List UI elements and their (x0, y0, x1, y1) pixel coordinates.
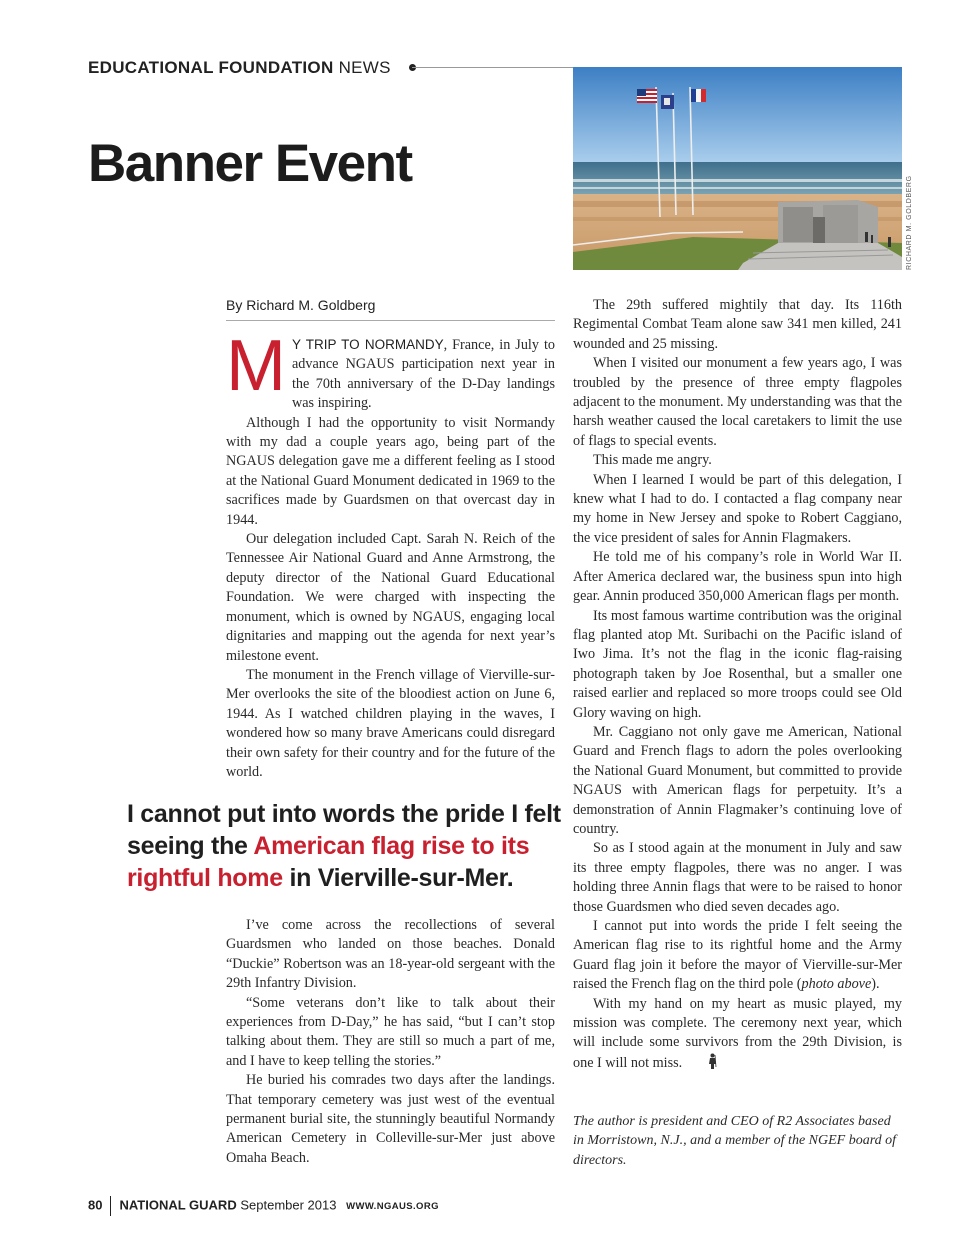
pull-quote-part2: in Vierville-sur-Mer. (282, 864, 514, 892)
article-paragraph: When I visited our monument a few years ago, I was troubled by the presence of three empty flagpoles adjacent to the monument. My understanding was that the harsh weather caused the local caretakers to limit the use of flags to special events. (573, 355, 902, 449)
page-number: 80 (88, 1197, 103, 1213)
byline-rule (226, 320, 555, 321)
article-paragraph: “Some veterans don’t like to talk about their experiences from D-Day,” he has said, “but I can’t stop talking about them. They are still so much a part of me, and I have to keep telling the stories.” (226, 994, 555, 1069)
article-paragraph: The monument in the French village of Vierville-sur-Mer overlooks the site of the bloodiest action on June 6, 1944. As I watched children playing in the waves, I wondered how so many brave Americans could disregard their own safety for their country and for the future of the world. (226, 666, 555, 780)
minuteman-end-icon (688, 1053, 717, 1075)
pull-quote (127, 798, 567, 894)
article-paragraph (573, 917, 902, 995)
lead-paragraph (226, 326, 555, 414)
section-header (88, 58, 391, 78)
article-column-left-top (226, 326, 555, 782)
author-note: The author is president and CEO of R2 Associates based in Morristown, N.J., and a member of the NGEF board of directors. (573, 1114, 897, 1168)
section-header-bold: EDUCATIONAL FOUNDATION (88, 58, 334, 77)
page-footer (88, 1196, 439, 1216)
footer-divider (110, 1196, 111, 1216)
photo-credit: RICHARD M. GOLDBERG (906, 175, 913, 270)
lead-paragraph-text: , France, in July to advance NGAUS participation next year in the 70th anniversary of the D-Day landings was inspiring. (291, 337, 555, 412)
article-paragraph: He told me of his company’s role in World War II. After America declared war, the business spun into high gear. Annin produced 350,000 American flags per month. (573, 549, 902, 605)
magazine-name: NATIONAL GUARD (119, 1197, 237, 1213)
issue-date: September 2013 (240, 1197, 337, 1213)
article-paragraph: I’ve come across the recollections of several Guardsmen who landed on those beaches. Donald “Duckie” Robertson was an 18-year-old sergeant with the 29th Infantry Division. (226, 917, 555, 992)
article-paragraph: The 29th suffered mightily that day. Its 116th Regimental Combat Team alone saw 341 men killed, 241 wounded and 25 missing. (573, 297, 902, 352)
article-paragraph: He buried his comrades two days after the landings. That temporary cemetery was just west of the eventual permanent burial site, the stunningly beautiful Normandy American Cemetery in Colleville-sur-Mer just above Omaha Beach. (226, 1072, 555, 1166)
pull-quote-highlight: American flag rise to its rightful home (127, 832, 530, 892)
article-column-right (573, 296, 902, 1075)
paragraph-text: I cannot put into words the pride I felt seeing the American flag rise to its rightful home and the Army Guard flag join it before the mayor of Vierville-sur-Mer raised the French flag on the third pole ( (573, 918, 902, 993)
drop-cap: M (226, 326, 286, 406)
article-paragraph: When I learned I would be part of this delegation, I knew what I had to do. I contacted a flag company near my home in New Jersey and spoke to Robert Caggiano, the vice president of sales for Annin Flagmakers. (573, 471, 902, 546)
article-paragraph (573, 995, 902, 1076)
section-header-light: NEWS (338, 58, 391, 77)
paragraph-text: With my hand on my heart as music played, my mission was complete. The ceremony next year, which will include some survivors from the 29th Division, is one I will not miss. (573, 995, 902, 1071)
article-paragraph: This made me angry. (593, 452, 712, 469)
paragraph-text: ). (871, 976, 880, 993)
website-link[interactable]: WWW.NGAUS.ORG (346, 1201, 439, 1213)
lead-in-caps: Y TRIP TO NORMANDY (291, 337, 444, 352)
article-paragraph: Its most famous wartime contribution was the original flag planted atop Mt. Suribachi on the Pacific island of Iwo Jima. It’s not the flag in the iconic flag-raising photograph taken by Joe Rosenthal, but a smaller one raised earlier and replaced so more troops could see Old Glory waving on high. (573, 607, 902, 721)
article-paragraph: Our delegation included Capt. Sarah N. Reich of the Tennessee Air National Guard and Anne Armstrong, the deputy director of the National Guard Educational Foundation. We were charged with inspecting the monument, which is owned by NGAUS, engaging local dignitaries and mapping out the agenda for next year’s milestone event. (226, 531, 555, 664)
monument-photo (573, 67, 902, 270)
article-paragraph: Mr. Caggiano not only gave me American, National Guard and French flags to adorn the poles overlooking the National Guard Monument, but committed to provide NGAUS with American flags for perpetuity. It’s a demonstration of Annin Flagmaker’s continuing love of country. (573, 723, 902, 837)
pull-quote-part1: I cannot put into words the pride I felt seeing the (127, 800, 561, 860)
header-rule (412, 67, 574, 68)
article-column-left-bottom (226, 916, 555, 1168)
article-paragraph: So as I stood again at the monument in July and saw its three empty flagpoles, there was no anger. I was holding three Annin flags that were to be raised to honor those Guardsmen who died seven decades ago. (573, 840, 902, 915)
byline: By Richard M. Goldberg (226, 297, 376, 313)
photo-reference: photo above (801, 976, 872, 993)
page-title: Banner Event (88, 134, 412, 193)
article-paragraph: Although I had the opportunity to visit Normandy with my dad a couple years ago, being part of the NGAUS delegation gave me a different feeling as I stood at the National Guard Monument dedicated in 1969 to the sacrifices made by Guardsmen on that overcast day in 1944. (226, 414, 555, 528)
